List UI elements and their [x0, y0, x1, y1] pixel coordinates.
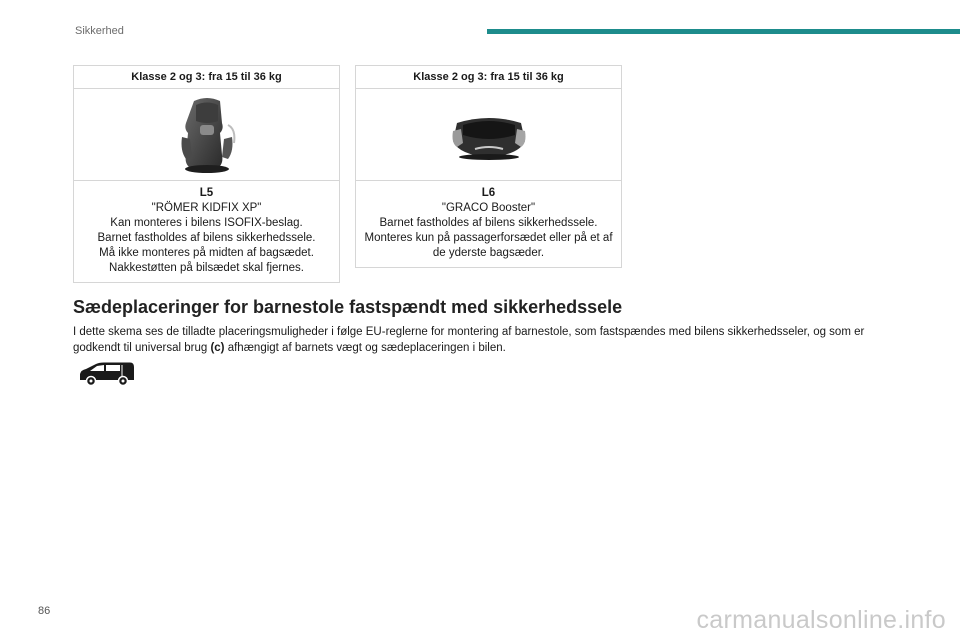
seat-line: Nakkestøtten på bilsædet skal fjernes. [109, 262, 304, 274]
seat-line: Barnet fastholdes af bilens sikkerhedssele. [97, 232, 316, 244]
paragraph-text: afhængigt af barnets vægt og sædeplaceringen i bilen. [224, 342, 506, 354]
seat-line: Monteres kun på passagerforsædet eller på et af de yderste bagsæder. [364, 232, 613, 259]
seat-card-description [74, 181, 339, 282]
seat-code: L6 [481, 187, 496, 199]
section-heading: Sædeplaceringer for barnestole fastspændt med sikkerhedssele [73, 297, 623, 317]
seat-line: Må ikke monteres på midten af bagsædet. [99, 247, 314, 259]
watermark: carmanualsonline.info [696, 606, 946, 634]
page-number: 86 [38, 605, 51, 617]
seat-card-l5 [73, 65, 340, 283]
seat-card-title: Klasse 2 og 3: fra 15 til 36 kg [356, 66, 621, 89]
seat-line: "RÖMER KIDFIX XP" [151, 202, 262, 214]
seat-card-image [356, 89, 621, 181]
seat-line: Barnet fastholdes af bilens sikkerhedssele. [379, 217, 598, 229]
section-paragraph [73, 324, 903, 356]
paragraph-text: I dette skema ses de tilladte placeringsmuligheder i følge EU-reglerne for montering af barnestole, som fastspændes med bilens sikkerhedsseler, og som er godkendt til universal brug [73, 326, 865, 354]
seat-code: L5 [199, 187, 214, 199]
booster-cushion-icon [449, 107, 529, 163]
seat-card-description [356, 181, 621, 267]
header-accent-bar [487, 29, 960, 34]
seat-card-l6 [355, 65, 622, 268]
section-label: Sikkerhed [75, 25, 124, 37]
van-icon [78, 361, 136, 387]
paragraph-bold-ref: (c) [210, 342, 225, 354]
seat-card-title: Klasse 2 og 3: fra 15 til 36 kg [74, 66, 339, 89]
seat-line: "GRACO Booster" [441, 202, 536, 214]
seat-card-image [74, 89, 339, 181]
highback-booster-seat-icon [172, 95, 242, 175]
seat-line: Kan monteres i bilens ISOFIX-beslag. [110, 217, 303, 229]
